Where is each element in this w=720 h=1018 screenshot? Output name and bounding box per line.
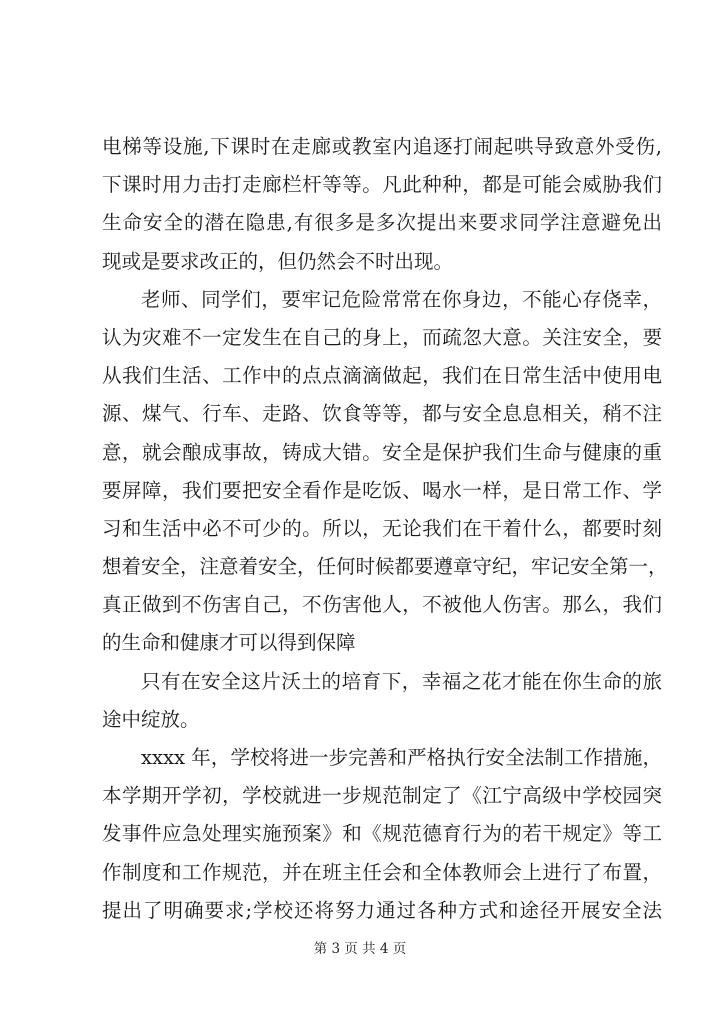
paragraph-start-line: 只有在安全这片沃土的培育下，幸福之花才能在你生命的旅: [141, 669, 662, 693]
text-line: 习和生活中必不可少的。所以，无论我们在干着什么，都要时刻: [102, 516, 662, 540]
text-line: 源、煤气、行车、走路、饮食等等，都与安全息息相关，稍不注: [102, 402, 662, 426]
text-line: 生命安全的潜在隐患,有很多是多次提出来要求同学注意避免出: [102, 211, 662, 235]
text-line: 发事件应急处理实施预案》和《规范德育行为的若干规定》等工: [102, 822, 662, 846]
text-line: 要屏障，我们要把安全看作是吃饭、喝水一样，是日常工作、学: [102, 478, 662, 502]
text-line: 认为灾难不一定发生在自己的身上，而疏忽大意。关注安全，要: [102, 325, 662, 349]
text-line: 从我们生活、工作中的点点滴滴做起，我们在日常生活中使用电: [102, 364, 662, 388]
text-line: 意，就会酿成事故，铸成大错。安全是保护我们生命与健康的重: [102, 440, 662, 464]
text-line: 电梯等设施,下课时在走廊或教室内追逐打闹起哄导致意外受伤,: [102, 135, 662, 158]
text-line: 下课时用力击打走廊栏杆等等。凡此种种，都是可能会威胁我们: [102, 173, 662, 197]
page-number-footer: 第 3 页 共 4 页: [313, 941, 407, 957]
paragraph-start-line: xxxx 年，学校将进一步完善和严格执行安全法制工作措施，: [141, 746, 662, 769]
text-line: 提出了明确要求;学校还将努力通过各种方式和途径开展安全法: [102, 898, 662, 922]
text-line: 现或是要求改正的，但仍然会不时出现。: [102, 249, 454, 273]
paragraph-start-line: 老师、同学们，要牢记危险常常在你身边，不能心存侥幸，: [141, 287, 662, 311]
text-line: 想着安全，注意着安全，任何时候都要遵章守纪，牢记安全第一，: [102, 555, 668, 579]
body-text: [102, 128, 668, 930]
text-line: 作制度和工作规范，并在班主任会和全体教师会上进行了布置，: [102, 860, 662, 884]
text-line: 的生命和健康才可以得到保障: [102, 631, 356, 655]
text-line: 真正做到不伤害自己，不伤害他人，不被他人伤害。那么，我们: [102, 593, 662, 617]
text-line: 本学期开学初，学校就进一步规范制定了《江宁高级中学校园突: [102, 784, 662, 808]
text-line: 途中绽放。: [102, 707, 200, 731]
